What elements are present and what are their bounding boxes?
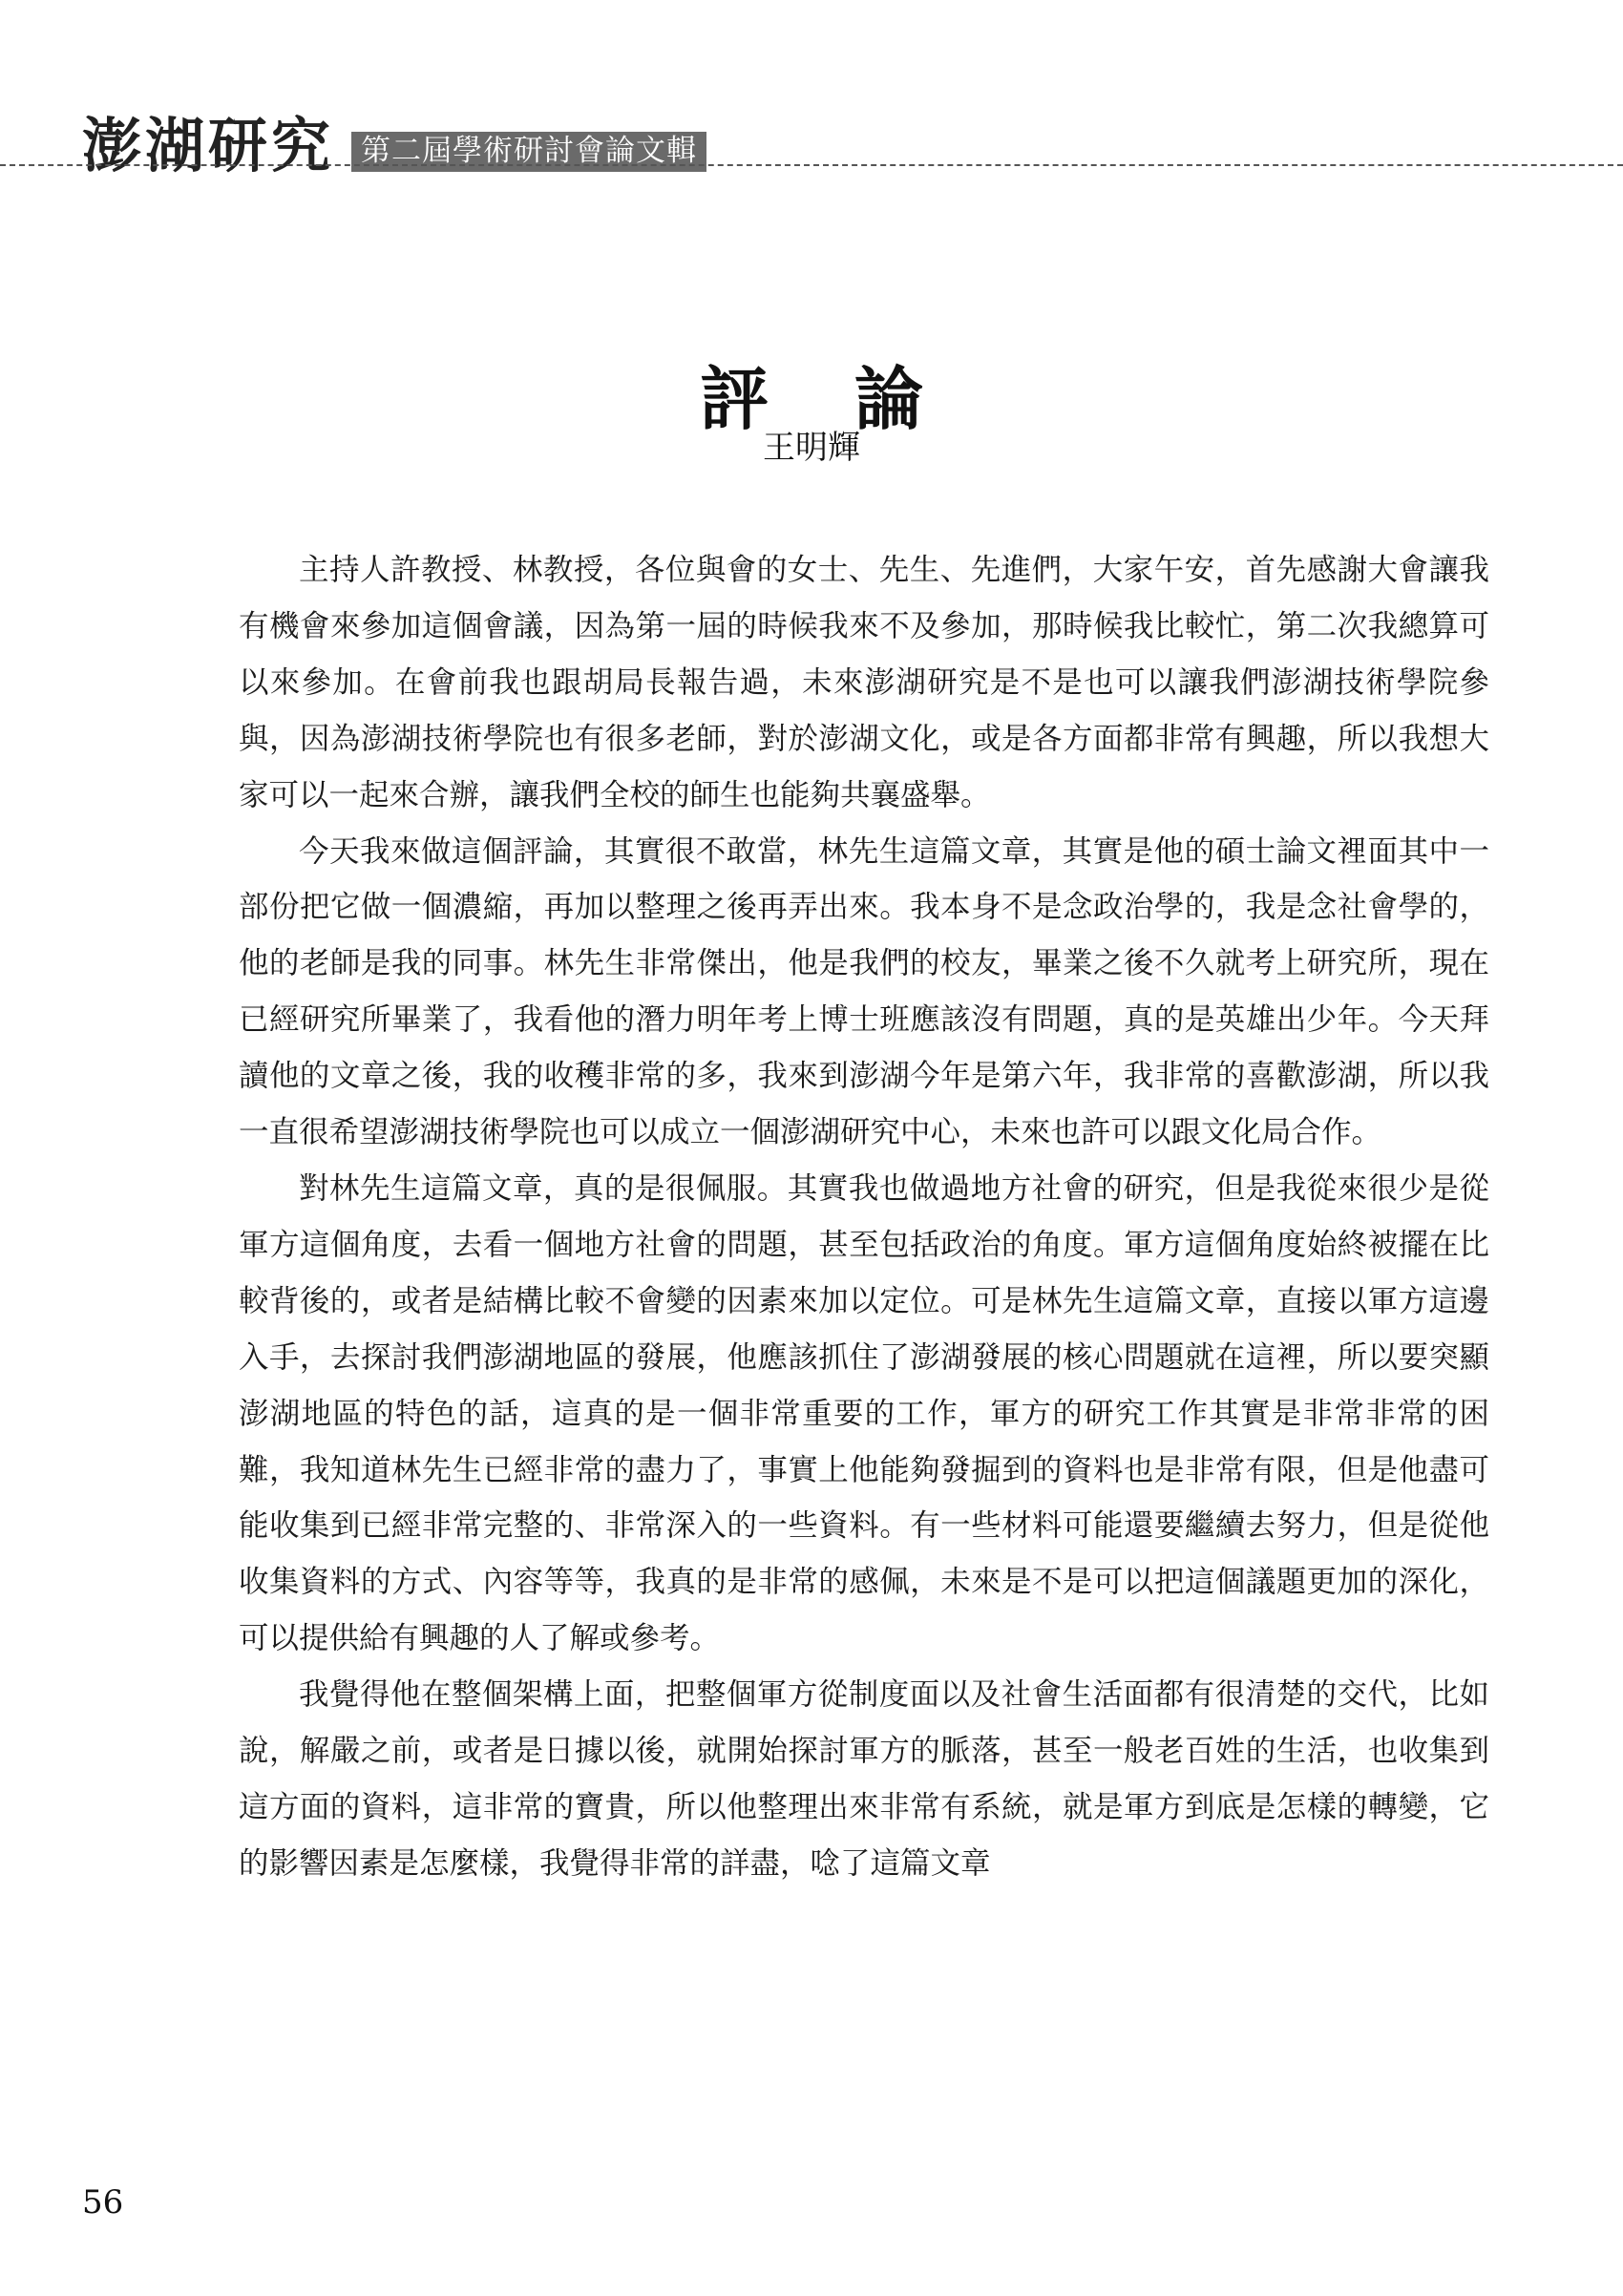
body-paragraph: 今天我來做這個評論，其實很不敢當，林先生這篇文章，其實是他的碩士論文裡面其中一部份把它做一個濃縮，再加以整理之後再弄出來。我本身不是念政治學的，我是念社會學的，他的老師是我的同事。林先生非常傑出，他是我們的校友，畢業之後不久就考上研究所，現在已經研究所畢業了，我看他的潛力明年考上博士班應該沒有問題，真的是英雄出少年。今天拜讀他的文章之後，我的收穫非常的多，我來到澎湖今年是第六年，我非常的喜歡澎湖，所以我一直很希望澎湖技術學院也可以成立一個澎湖研究中心，未來也許可以跟文化局合作。 bbox=[239, 833, 1489, 1150]
article-author: 王明輝 bbox=[763, 429, 860, 467]
journal-title: 澎湖研究 bbox=[82, 111, 335, 180]
issue-label: 第二屆學術研討會論文輯 bbox=[351, 132, 706, 172]
body-paragraph: 對林先生這篇文章，真的是很佩服。其實我也做過地方社會的研究，但是我從來很少是從軍方這個角度，去看一個地方社會的問題，甚至包括政治的角度。軍方這個角度始終被擺在比較背後的，或者是結構比較不會變的因素來加以定位。可是林先生這篇文章，直接以軍方這邊入手，去探討我們澎湖地區的發展，他應該抓住了澎湖發展的核心問題就在這裡，所以要突顯澎湖地區的特色的話，這真的是一個非常重要的工作，軍方的研究工作其實是非常非常的困難，我知道林先生已經非常的盡力了，事實上他能夠發掘到的資料也是非常有限，但是他盡可能收集到已經非常完整的、非常深入的一些資料。有一些材料可能還要繼續去努力，但是從他收集資料的方式、內容等等，我真的是非常的感佩，未來是不是可以把這個議題更加的深化，可以提供給有興趣的人了解或參考。 bbox=[239, 1170, 1489, 1656]
article-body bbox=[239, 542, 1489, 1892]
body-paragraph: 主持人許教授、林教授，各位與會的女士、先生、先進們，大家午安，首先感謝大會讓我有機會來參加這個會議，因為第一屆的時候我來不及參加，那時候我比較忙，第二次我總算可以來參加。在會前我也跟胡局長報告過，未來澎湖研究是不是也可以讓我們澎湖技術學院參與，因為澎湖技術學院也有很多老師，對於澎湖文化，或是各方面都非常有興趣，所以我想大家可以一起來合辦，讓我們全校的師生也能夠共襄盛舉。 bbox=[239, 553, 1489, 812]
header-divider bbox=[0, 164, 1623, 166]
page-number: 56 bbox=[82, 2183, 124, 2222]
body-paragraph: 我覺得他在整個架構上面，把整個軍方從制度面以及社會生活面都有很清楚的交代，比如說，解嚴之前，或者是日據以後，就開始探討軍方的脈落，甚至一般老百姓的生活，也收集到這方面的資料，這非常的寶貴，所以他整理出來非常有系統，就是軍方到底是怎樣的轉變，它的影響因素是怎麼樣，我覺得非常的詳盡，唸了這篇文章 bbox=[239, 1677, 1489, 1881]
article-title: 評論 bbox=[699, 358, 1009, 440]
